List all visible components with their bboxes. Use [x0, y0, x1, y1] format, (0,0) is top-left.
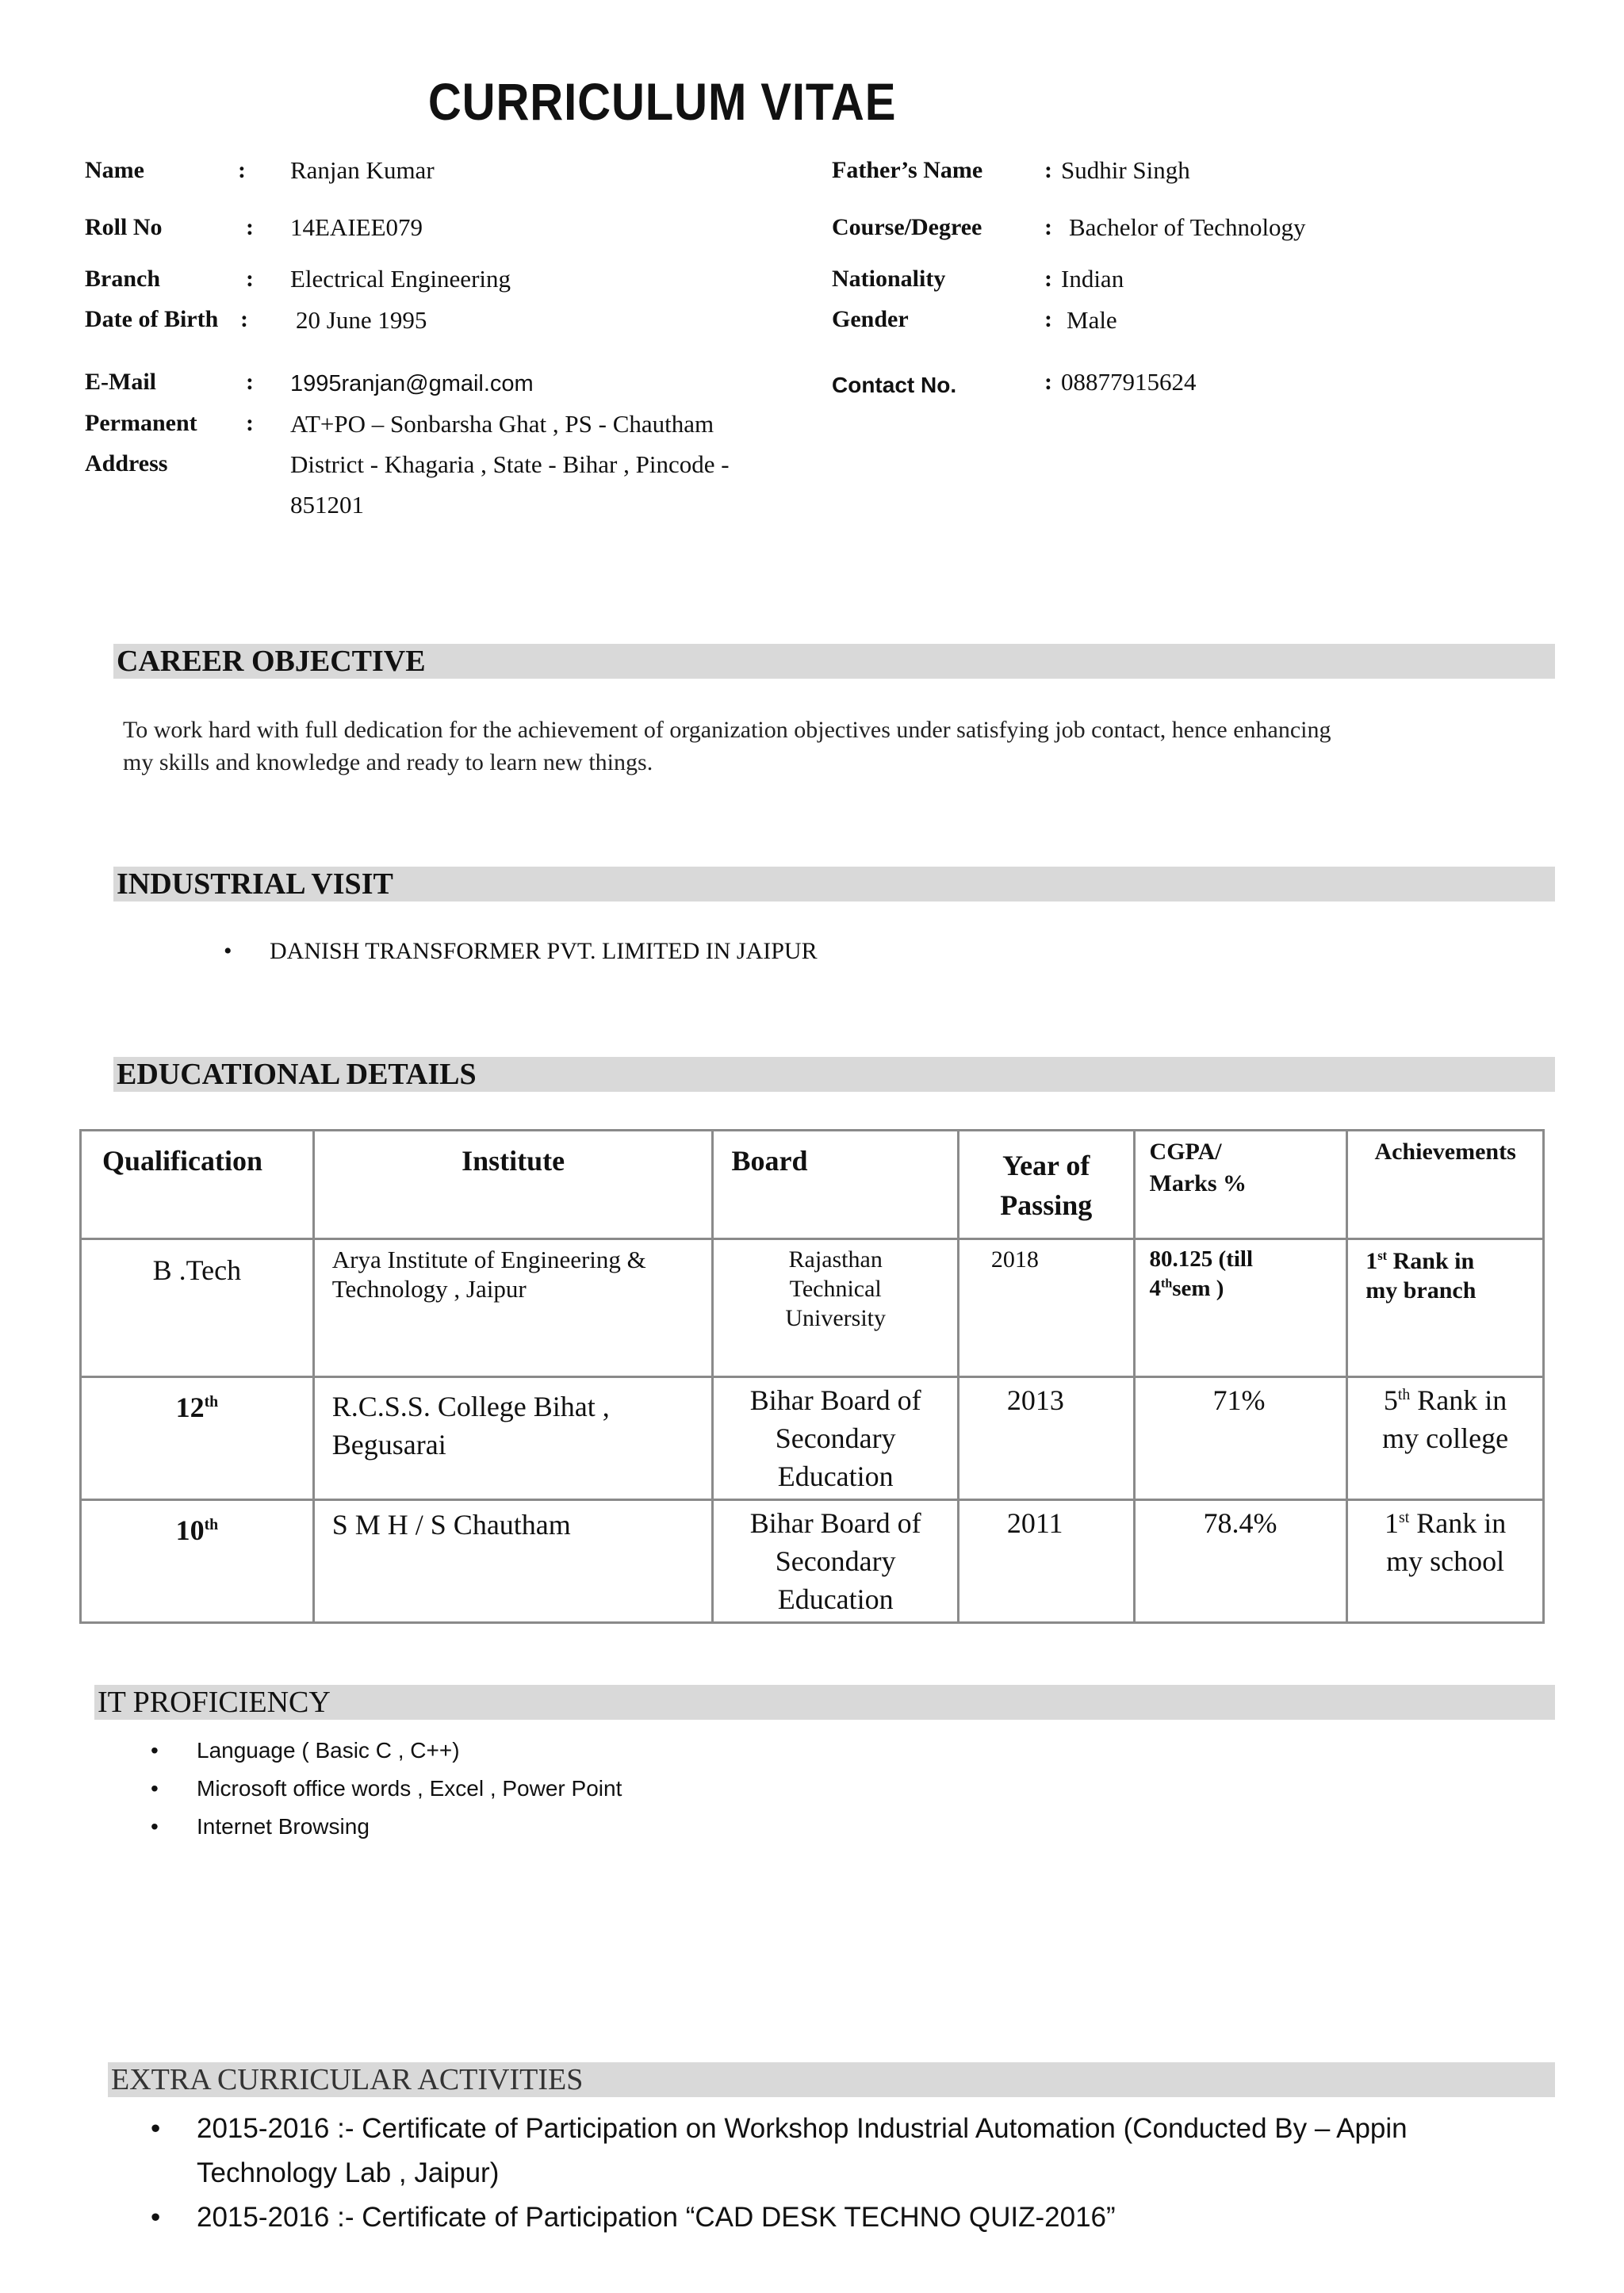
board-line: Education	[777, 1583, 894, 1615]
colon: :	[1044, 157, 1052, 183]
header-institute: Institute	[313, 1131, 713, 1239]
branch-value: Electrical Engineering	[290, 265, 511, 293]
header-cgpa-line-1: CGPA/	[1149, 1139, 1222, 1165]
cgpa-superscript: th	[1161, 1277, 1173, 1291]
year-cell: 2018	[958, 1239, 1134, 1377]
cgpa-cell: 78.4%	[1134, 1500, 1347, 1623]
cgpa-part: sem )	[1172, 1276, 1224, 1301]
achievement-superscript: th	[1397, 1386, 1411, 1403]
achievement-line: my school	[1386, 1545, 1505, 1577]
branch-label: Branch	[85, 266, 161, 292]
header-year-line-2: Passing	[1000, 1189, 1093, 1221]
achievements-cell	[1347, 1239, 1544, 1377]
institute-cell	[313, 1500, 713, 1623]
extra-curricular-list	[197, 2107, 1561, 2240]
career-objective-heading-band	[113, 644, 1555, 679]
qualification-cell: B .Tech	[81, 1239, 314, 1377]
dob-label: Date of Birth	[85, 306, 219, 332]
header-year-of-passing	[958, 1131, 1134, 1239]
dob-value: 20 June 1995	[296, 306, 427, 334]
achievement-part: Rank in	[1410, 1384, 1507, 1416]
it-proficiency-heading-band	[94, 1685, 1555, 1720]
achievement-superscript: st	[1399, 1509, 1410, 1526]
achievement-superscript: st	[1377, 1248, 1388, 1263]
board-cell	[713, 1377, 958, 1500]
table-row	[81, 1239, 1544, 1377]
board-line: Technical	[789, 1276, 882, 1302]
activity-line: • 2015-2016 :- Certificate of Participation on Workshop Industrial Automation (Conducted By – Appin	[197, 2113, 1408, 2144]
list-item	[197, 2107, 1561, 2195]
list-item: • 2015-2016 :- Certificate of Participation “CAD DESK TECHNO QUIZ-2016”	[197, 2195, 1561, 2240]
board-line: University	[785, 1305, 887, 1331]
achievement-line: my branch	[1365, 1277, 1477, 1303]
career-objective-line-2: my skills and knowledge and ready to learn new things.	[123, 749, 653, 775]
board-line: Secondary	[775, 1545, 896, 1577]
colon: :	[1044, 214, 1052, 240]
achievements-cell	[1347, 1377, 1544, 1500]
educational-details-heading-band	[113, 1057, 1555, 1092]
institute-cell	[313, 1239, 713, 1377]
achievement-line	[1365, 1246, 1542, 1276]
cgpa-cell: 71%	[1134, 1377, 1347, 1500]
achievement-part: Rank in	[1409, 1507, 1507, 1539]
it-proficiency-list	[197, 1732, 622, 1846]
email-value: 1995ranjan@gmail.com	[290, 371, 534, 396]
gender-value: Male	[1067, 306, 1117, 334]
achievement-part: 5	[1383, 1384, 1398, 1416]
qualification-part: 12	[175, 1391, 205, 1423]
colon: :	[238, 157, 246, 183]
list-item: • Microsoft office words , Excel , Power Point	[197, 1770, 622, 1808]
education-table	[79, 1129, 1545, 1624]
achievement-line	[1348, 1504, 1542, 1542]
it-proficiency-heading: IT PROFICIENCY	[98, 1686, 331, 1719]
cgpa-line: 80.125 (till	[1149, 1246, 1254, 1272]
father-name-label: Father’s Name	[832, 157, 983, 183]
gender-label: Gender	[832, 306, 909, 332]
colon: :	[1044, 369, 1052, 395]
extra-curricular-heading-band	[108, 2062, 1555, 2097]
industrial-visit-list	[270, 936, 818, 967]
achievement-part: Rank in	[1387, 1248, 1475, 1274]
qualification-cell	[81, 1500, 314, 1623]
header-cgpa-line-2: Marks %	[1149, 1170, 1247, 1196]
industrial-visit-heading-band	[113, 867, 1555, 902]
achievement-part: 1	[1365, 1248, 1378, 1274]
roll-label: Roll No	[85, 214, 163, 240]
educational-details-heading: EDUCATIONAL DETAILS	[117, 1058, 477, 1091]
board-line: Education	[777, 1460, 894, 1492]
contact-value: 08877915624	[1061, 368, 1197, 396]
qualification-cell	[81, 1377, 314, 1500]
contact-label: Contact No.	[832, 373, 957, 397]
nationality-value: Indian	[1061, 265, 1124, 293]
institute-line: R.C.S.S. College Bihat ,	[331, 1391, 610, 1422]
cgpa-cell	[1134, 1239, 1347, 1377]
board-cell	[713, 1500, 958, 1623]
achievement-line	[1348, 1381, 1542, 1419]
name-value: Ranjan Kumar	[290, 156, 435, 184]
board-cell	[713, 1239, 958, 1377]
colon: :	[246, 214, 254, 240]
career-objective-heading: CAREER OBJECTIVE	[117, 645, 426, 678]
email-label: E-Mail	[85, 369, 156, 395]
qualification-superscript: th	[204, 1393, 219, 1411]
address-label-line-1: Permanent	[85, 410, 197, 436]
industrial-visit-heading: INDUSTRIAL VISIT	[117, 867, 393, 901]
board-line: Secondary	[775, 1422, 896, 1454]
list-item: • Internet Browsing	[197, 1808, 622, 1846]
list-item: • Language ( Basic C , C++)	[197, 1732, 622, 1770]
colon: :	[246, 410, 254, 436]
board-line: Bihar Board of	[749, 1384, 921, 1416]
institute-line: Begusarai	[331, 1429, 446, 1460]
year-cell: 2011	[958, 1500, 1134, 1623]
father-name-value: Sudhir Singh	[1061, 156, 1190, 184]
institute-line: S M H / S Chautham	[331, 1509, 571, 1541]
colon: :	[1044, 266, 1052, 292]
header-board: Board	[713, 1131, 958, 1239]
document-title: CURRICULUM VITAE	[427, 72, 897, 131]
institute-line: Arya Institute of Engineering &	[331, 1246, 646, 1273]
table-row	[81, 1377, 1544, 1500]
board-line: Bihar Board of	[749, 1507, 921, 1539]
achievement-line: my college	[1382, 1422, 1509, 1454]
table-header-row	[81, 1131, 1544, 1239]
achievements-cell	[1347, 1500, 1544, 1623]
year-cell: 2013	[958, 1377, 1134, 1500]
address-label-line-2: Address	[85, 450, 168, 477]
institute-line: Technology , Jaipur	[331, 1275, 527, 1303]
name-label: Name	[85, 157, 144, 183]
list-item: • DANISH TRANSFORMER PVT. LIMITED IN JAIPUR	[270, 936, 818, 967]
header-qualification: Qualification	[81, 1131, 314, 1239]
address-line-2: District - Khagaria , State - Bihar , Pincode -	[290, 450, 730, 478]
header-year-line-1: Year of	[1002, 1150, 1090, 1181]
header-achievements: Achievements	[1347, 1131, 1544, 1239]
cgpa-line	[1150, 1274, 1346, 1303]
nationality-label: Nationality	[832, 266, 946, 292]
address-line-1: AT+PO – Sonbarsha Ghat , PS - Chautham	[290, 410, 714, 438]
course-label: Course/Degree	[832, 214, 982, 240]
board-line: Rajasthan	[788, 1246, 883, 1273]
career-objective-text	[123, 714, 1550, 779]
qualification-part: 10	[175, 1514, 205, 1546]
colon: :	[246, 369, 254, 395]
activity-line: Technology Lab , Jaipur)	[197, 2157, 500, 2188]
table-row	[81, 1500, 1544, 1623]
course-value: Bachelor of Technology	[1069, 213, 1306, 241]
achievement-part: 1	[1385, 1507, 1399, 1539]
header-cgpa	[1134, 1131, 1347, 1239]
roll-value: 14EAIEE079	[290, 213, 423, 241]
cgpa-part: 4	[1149, 1276, 1162, 1301]
colon: :	[246, 266, 254, 292]
colon: :	[1044, 306, 1052, 332]
institute-cell	[313, 1377, 713, 1500]
qualification-superscript: th	[204, 1516, 219, 1533]
address-line-3: 851201	[290, 491, 364, 519]
career-objective-line-1: To work hard with full dedication for the achievement of organization objectives under satisfying job contact, hence enhancing	[123, 717, 1331, 743]
colon: :	[240, 306, 248, 332]
extra-curricular-heading: EXTRA CURRICULAR ACTIVITIES	[111, 2063, 584, 2096]
